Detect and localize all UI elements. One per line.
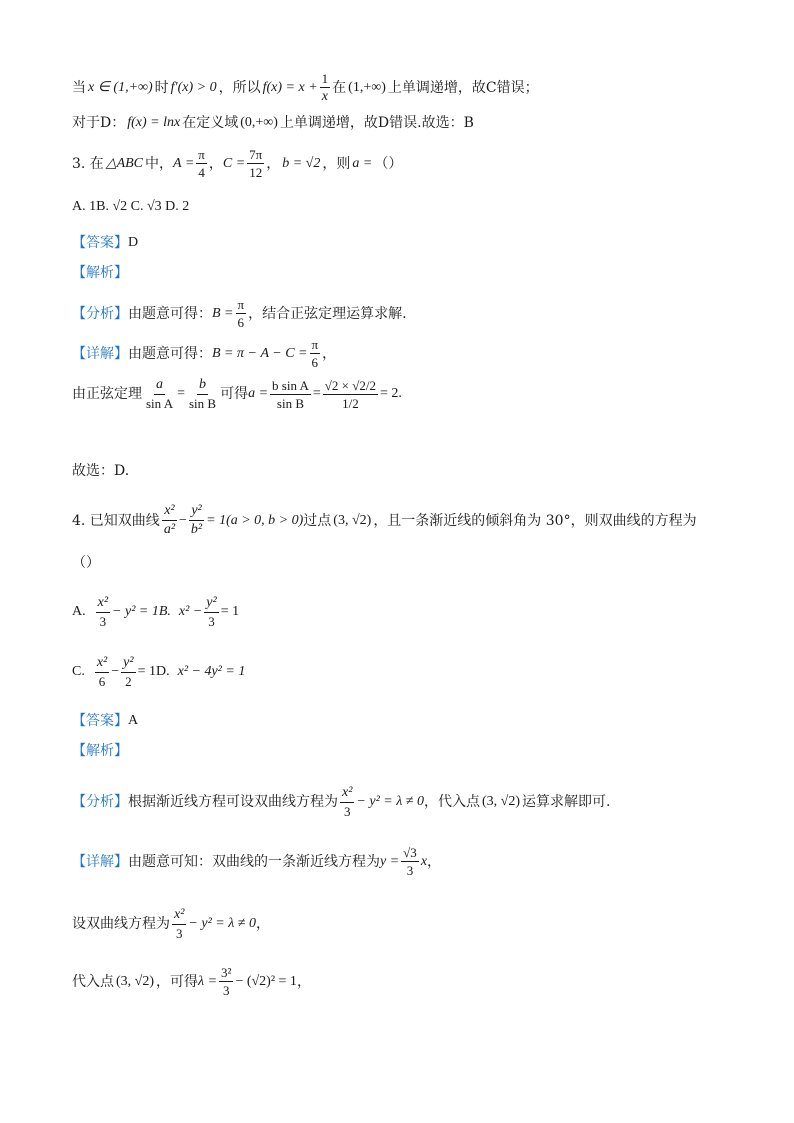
math: − y² = λ ≠ 0 [356,794,424,809]
fraction [401,846,419,877]
xiangjie-4 [72,846,441,877]
math: B = [212,305,234,321]
fraction [189,504,204,537]
denominator: 3 [343,804,351,819]
text: 故选：D. [72,463,130,479]
text: ，所以 [218,80,261,96]
numerator: π [198,147,205,162]
numerator: x² [96,596,110,613]
fraction [340,786,354,818]
numerator: x² [162,504,176,521]
fraction [196,148,207,179]
text: A. [72,604,86,619]
fraction [121,656,135,688]
xiangjie-tag: 【详解】 [72,853,128,870]
math: y = [380,853,400,869]
answer-4 [72,714,138,728]
math: = 1(a > 0, b > 0) [206,512,304,528]
numerator: x² [95,656,109,673]
analysis-header-3 [72,266,128,280]
math: − y² = λ ≠ 0 [188,916,256,931]
numerator: y² [121,656,135,673]
math: B = π − A − C = [212,345,308,361]
fenxi-tag: 【分析】 [72,305,128,322]
fenxi-tag: 【分析】 [72,794,128,810]
numerator: 1 [321,71,329,86]
equals: = [177,386,185,401]
numerator: b sin A [272,377,309,393]
substitute-point [72,966,311,997]
math: f(x) = x + [262,80,318,95]
text: ，可得 [156,973,199,990]
minus: − [179,512,187,528]
denominator: 6 [98,674,106,689]
denominator: a² [163,522,176,537]
choose-3 [72,464,129,478]
fraction [144,378,175,410]
options-3 [72,200,189,214]
text: ， [427,853,442,870]
math: a = [352,155,373,171]
numerator: x² [340,786,354,803]
math: − y² = 1B. [112,604,171,619]
line-1 [72,72,539,104]
text: ，则 [322,155,351,172]
numerator: a [154,378,165,395]
set-equation [72,908,270,940]
text: A. 1B. √2 C. √3 D. 2 [72,199,190,214]
fraction [247,148,264,179]
answer-3 [72,236,138,250]
text: 当 [72,80,86,96]
denominator: 3 [222,983,230,998]
denominator: sin B [189,396,217,411]
numerator: 7π [249,147,263,162]
math: λ = [198,973,218,989]
math: b = √2 [282,155,321,171]
math: C = [222,155,246,171]
text: 上单调递增，故D错误.故选：B [279,115,474,131]
math: f(x) = lnx [127,115,181,130]
numerator: x² [172,908,186,925]
text: 过点 [303,512,332,529]
text: 设双曲线方程为 [72,916,170,932]
math: = 2. [380,386,402,401]
math: (3, √2) [333,512,372,528]
denominator: 12 [249,165,263,180]
text: ， [208,155,223,172]
math: f′(x) > 0 [170,80,217,95]
fenxi-4 [72,786,610,818]
math: = 1 [220,604,240,619]
denominator: 3 [406,863,414,878]
text: ，结合正弦定理运算求解. [248,305,407,322]
math: x² − 4y² = 1 [177,664,246,679]
sine-law-line [72,378,402,410]
math: x [420,853,428,869]
analysis-tag: 【解析】 [72,265,128,281]
question-4-bracket [72,556,100,570]
math: △ABC [105,155,144,171]
text: 时 [154,80,169,96]
text: 由题意可得： [128,345,212,362]
fraction [219,966,233,997]
xiangjie-tag: 【详解】 [72,345,128,362]
math: A = [173,155,195,171]
answer-value: D [128,235,139,250]
numerator: y² [189,504,203,521]
text: ， [255,916,270,932]
math: = 1D. [137,664,170,679]
fraction [310,338,321,369]
fraction [162,504,177,537]
fraction [270,379,311,410]
numerator: π [237,297,245,312]
options-4-ab [72,596,239,628]
text: 4. 已知双曲线 [72,512,160,529]
text: 对于D： [72,115,126,131]
fraction [323,379,378,410]
text: 上单调递增，故C错误； [387,80,539,96]
text: 由正弦定理 [72,386,142,402]
denominator: 3 [99,614,107,629]
numerator: √3 [403,845,417,860]
text: ，代入点 [423,794,480,810]
denominator: 3 [175,926,183,941]
text: ， [296,973,311,990]
denominator: 1/2 [342,395,359,411]
math: (3, √2) [481,794,520,809]
analysis-header-4 [72,744,128,758]
question-3 [72,148,402,179]
fraction [236,298,247,329]
text: 在定义域 [182,115,239,131]
minus: − [111,664,120,679]
text: 在 [332,80,347,96]
numerator: √2 × √2/2 [324,377,377,393]
text: 代入点 [72,973,114,990]
text: 中， [145,155,174,172]
text: 由题意可知：双曲线的一条渐近线方程为 [128,853,380,870]
text: C. [72,664,85,679]
fraction [172,908,186,940]
text: 可得 [220,386,249,402]
text: ，且一条渐近线的倾斜角为 30°，则双曲线的方程为 [373,512,697,529]
math: − (√2)² = 1 [235,973,297,989]
text: ， [322,345,337,362]
fraction [95,656,109,688]
fenxi-3 [72,298,407,329]
text: （） [374,155,403,172]
line-2 [72,116,474,130]
answer-tag: 【答案】 [72,235,128,251]
fraction [187,378,218,410]
question-4 [72,504,697,537]
equals: = [312,386,321,401]
answer-tag: 【答案】 [72,713,128,729]
denominator: x [321,89,329,104]
text: ， [266,155,281,172]
answer-value: A [128,713,139,728]
text: 根据渐近线方程可设双曲线方程为 [128,794,338,810]
denominator: 6 [237,315,245,330]
math: (1,+∞) [348,80,386,95]
fraction [320,72,331,104]
denominator: 4 [198,165,205,180]
numerator: b [197,378,208,395]
denominator: b² [190,522,203,537]
numerator: 3² [221,965,232,980]
denominator: sin A [146,396,174,411]
math: x ∈ (1,+∞) [88,80,153,95]
denominator: 3 [208,614,215,629]
math: (3, √2) [116,973,155,989]
text: （） [72,555,100,571]
options-4-cd [72,656,245,688]
math: (0,+∞) [240,115,278,130]
fraction [96,596,110,628]
math: x² − [178,604,203,619]
numerator: π [311,337,319,352]
denominator: 2 [125,674,132,689]
fraction [204,596,218,628]
text: 3. 在 [72,155,104,172]
denominator: 6 [311,355,319,370]
analysis-tag: 【解析】 [72,743,128,759]
text: 运算求解即可. [522,794,611,810]
math: a = [248,386,269,401]
xiangjie-3 [72,338,336,369]
numerator: y² [204,596,218,613]
text: 由题意可得： [128,305,212,322]
denominator: sin B [276,395,305,411]
